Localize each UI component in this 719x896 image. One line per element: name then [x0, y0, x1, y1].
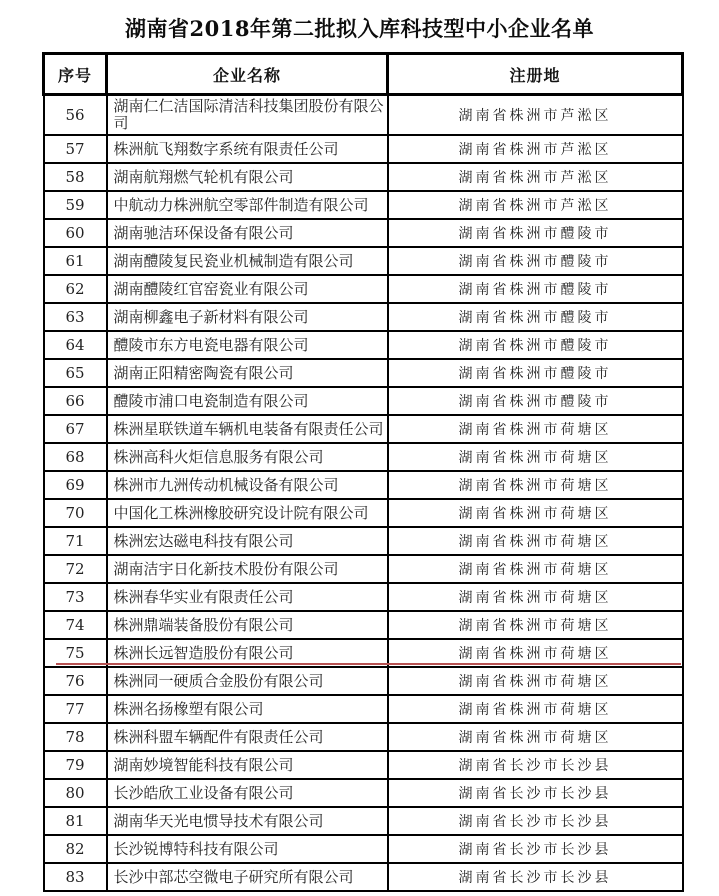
location-cell: 湖南省株洲市醴陵市	[388, 275, 683, 303]
location-cell: 湖南省长沙市长沙县	[388, 863, 683, 891]
company-name-cell: 株洲鼎端装备股份有限公司	[107, 611, 388, 639]
table-row	[44, 275, 683, 303]
row-seq-cell: 71	[44, 527, 107, 555]
table-row	[44, 863, 683, 891]
table-row	[44, 219, 683, 247]
table-row	[44, 499, 683, 527]
location-cell: 湖南省株洲市荷塘区	[388, 667, 683, 695]
company-name-cell: 株洲宏达磁电科技有限公司	[107, 527, 388, 555]
location-cell: 湖南省株洲市荷塘区	[388, 583, 683, 611]
location-cell: 湖南省株洲市醴陵市	[388, 387, 683, 415]
table-row	[44, 95, 683, 136]
location-cell: 湖南省株洲市醴陵市	[388, 331, 683, 359]
table-row	[44, 779, 683, 807]
company-name-cell: 株洲长远智造股份有限公司	[107, 639, 388, 667]
row-seq-cell: 60	[44, 219, 107, 247]
company-name-cell: 株洲春华实业有限责任公司	[107, 583, 388, 611]
location-cell: 湖南省株洲市荷塘区	[388, 639, 683, 667]
location-cell: 湖南省株洲市荷塘区	[388, 695, 683, 723]
company-name-cell: 中航动力株洲航空零部件制造有限公司	[107, 191, 388, 219]
row-seq-cell: 69	[44, 471, 107, 499]
table-row	[44, 583, 683, 611]
row-seq-cell: 79	[44, 751, 107, 779]
location-cell: 湖南省株洲市醴陵市	[388, 359, 683, 387]
company-name-cell: 长沙中部芯空微电子研究所有限公司	[107, 863, 388, 891]
row-seq-cell: 70	[44, 499, 107, 527]
location-cell: 湖南省株洲市荷塘区	[388, 499, 683, 527]
company-name-cell: 株洲同一硬质合金股份有限公司	[107, 667, 388, 695]
table-row	[44, 555, 683, 583]
company-name-cell: 株洲科盟车辆配件有限责任公司	[107, 723, 388, 751]
company-name-cell: 湖南航翔燃气轮机有限公司	[107, 163, 388, 191]
company-name-cell: 湖南驰洁环保设备有限公司	[107, 219, 388, 247]
location-cell: 湖南省株洲市荷塘区	[388, 611, 683, 639]
table-row	[44, 723, 683, 751]
table-row	[44, 527, 683, 555]
row-seq-cell: 66	[44, 387, 107, 415]
column-header-seq: 序号	[44, 54, 107, 95]
row-seq-cell: 67	[44, 415, 107, 443]
company-name-cell: 醴陵市东方电瓷电器有限公司	[107, 331, 388, 359]
company-name-cell: 醴陵市浦口电瓷制造有限公司	[107, 387, 388, 415]
row-seq-cell: 56	[44, 95, 107, 136]
row-seq-cell: 73	[44, 583, 107, 611]
table-row	[44, 639, 683, 667]
row-seq-cell: 65	[44, 359, 107, 387]
table-row	[44, 471, 683, 499]
table-row	[44, 807, 683, 835]
table-row	[44, 835, 683, 863]
location-cell: 湖南省株洲市荷塘区	[388, 415, 683, 443]
company-name-cell: 湖南洁宇日化新技术股份有限公司	[107, 555, 388, 583]
column-header-company-name: 企业名称	[107, 54, 388, 95]
table-row	[44, 611, 683, 639]
location-cell: 湖南省长沙市长沙县	[388, 807, 683, 835]
table-row	[44, 303, 683, 331]
row-seq-cell: 61	[44, 247, 107, 275]
company-name-cell: 湖南妙境智能科技有限公司	[107, 751, 388, 779]
location-cell: 湖南省株洲市醴陵市	[388, 219, 683, 247]
table-row	[44, 751, 683, 779]
table-row	[44, 331, 683, 359]
table-row	[44, 667, 683, 695]
company-name-cell: 长沙锐博特科技有限公司	[107, 835, 388, 863]
row-seq-cell: 62	[44, 275, 107, 303]
row-seq-cell: 59	[44, 191, 107, 219]
row-seq-cell: 74	[44, 611, 107, 639]
row-seq-cell: 77	[44, 695, 107, 723]
company-table	[42, 52, 684, 892]
table-row	[44, 387, 683, 415]
row-seq-cell: 82	[44, 835, 107, 863]
row-seq-cell: 58	[44, 163, 107, 191]
company-name-cell: 株洲市九洲传动机械设备有限公司	[107, 471, 388, 499]
company-name-cell: 湖南正阳精密陶瓷有限公司	[107, 359, 388, 387]
table-row	[44, 135, 683, 163]
table-row	[44, 443, 683, 471]
company-name-cell: 株洲名扬橡塑有限公司	[107, 695, 388, 723]
row-seq-cell: 75	[44, 639, 107, 667]
row-seq-cell: 81	[44, 807, 107, 835]
location-cell: 湖南省株洲市荷塘区	[388, 443, 683, 471]
table-row	[44, 191, 683, 219]
row-seq-cell: 68	[44, 443, 107, 471]
company-name-cell: 湖南仁仁洁国际清洁科技集团股份有限公司	[107, 95, 388, 136]
column-header-location: 注册地	[388, 54, 683, 95]
row-seq-cell: 83	[44, 863, 107, 891]
table-body	[44, 95, 683, 892]
location-cell: 湖南省株洲市芦淞区	[388, 95, 683, 136]
location-cell: 湖南省长沙市长沙县	[388, 779, 683, 807]
table-row	[44, 415, 683, 443]
row-seq-cell: 78	[44, 723, 107, 751]
location-cell: 湖南省株洲市醴陵市	[388, 247, 683, 275]
company-name-cell: 株洲星联铁道车辆机电装备有限责任公司	[107, 415, 388, 443]
company-name-cell: 湖南醴陵复民瓷业机械制造有限公司	[107, 247, 388, 275]
table-row	[44, 247, 683, 275]
location-cell: 湖南省株洲市醴陵市	[388, 303, 683, 331]
company-name-cell: 株洲高科火炬信息服务有限公司	[107, 443, 388, 471]
row-seq-cell: 80	[44, 779, 107, 807]
location-cell: 湖南省株洲市芦淞区	[388, 135, 683, 163]
location-cell: 湖南省株洲市荷塘区	[388, 555, 683, 583]
row-seq-cell: 63	[44, 303, 107, 331]
row-seq-cell: 64	[44, 331, 107, 359]
table-header-row	[44, 54, 683, 95]
row-seq-cell: 76	[44, 667, 107, 695]
location-cell: 湖南省株洲市芦淞区	[388, 191, 683, 219]
company-name-cell: 湖南醴陵红官窑瓷业有限公司	[107, 275, 388, 303]
location-cell: 湖南省株洲市芦淞区	[388, 163, 683, 191]
location-cell: 湖南省株洲市荷塘区	[388, 723, 683, 751]
row-seq-cell: 72	[44, 555, 107, 583]
location-cell: 湖南省株洲市荷塘区	[388, 527, 683, 555]
location-cell: 湖南省长沙市长沙县	[388, 751, 683, 779]
company-name-cell: 湖南华天光电惯导技术有限公司	[107, 807, 388, 835]
row-seq-cell: 57	[44, 135, 107, 163]
location-cell: 湖南省株洲市荷塘区	[388, 471, 683, 499]
location-cell: 湖南省长沙市长沙县	[388, 835, 683, 863]
table-row	[44, 695, 683, 723]
page-title: 湖南省2018年第二批拟入库科技型中小企业名单	[125, 16, 594, 41]
company-name-cell: 中国化工株洲橡胶研究设计院有限公司	[107, 499, 388, 527]
company-name-cell: 湖南柳鑫电子新材料有限公司	[107, 303, 388, 331]
company-name-cell: 长沙皓欣工业设备有限公司	[107, 779, 388, 807]
company-name-cell: 株洲航飞翔数字系统有限责任公司	[107, 135, 388, 163]
table-row	[44, 163, 683, 191]
table-row	[44, 359, 683, 387]
